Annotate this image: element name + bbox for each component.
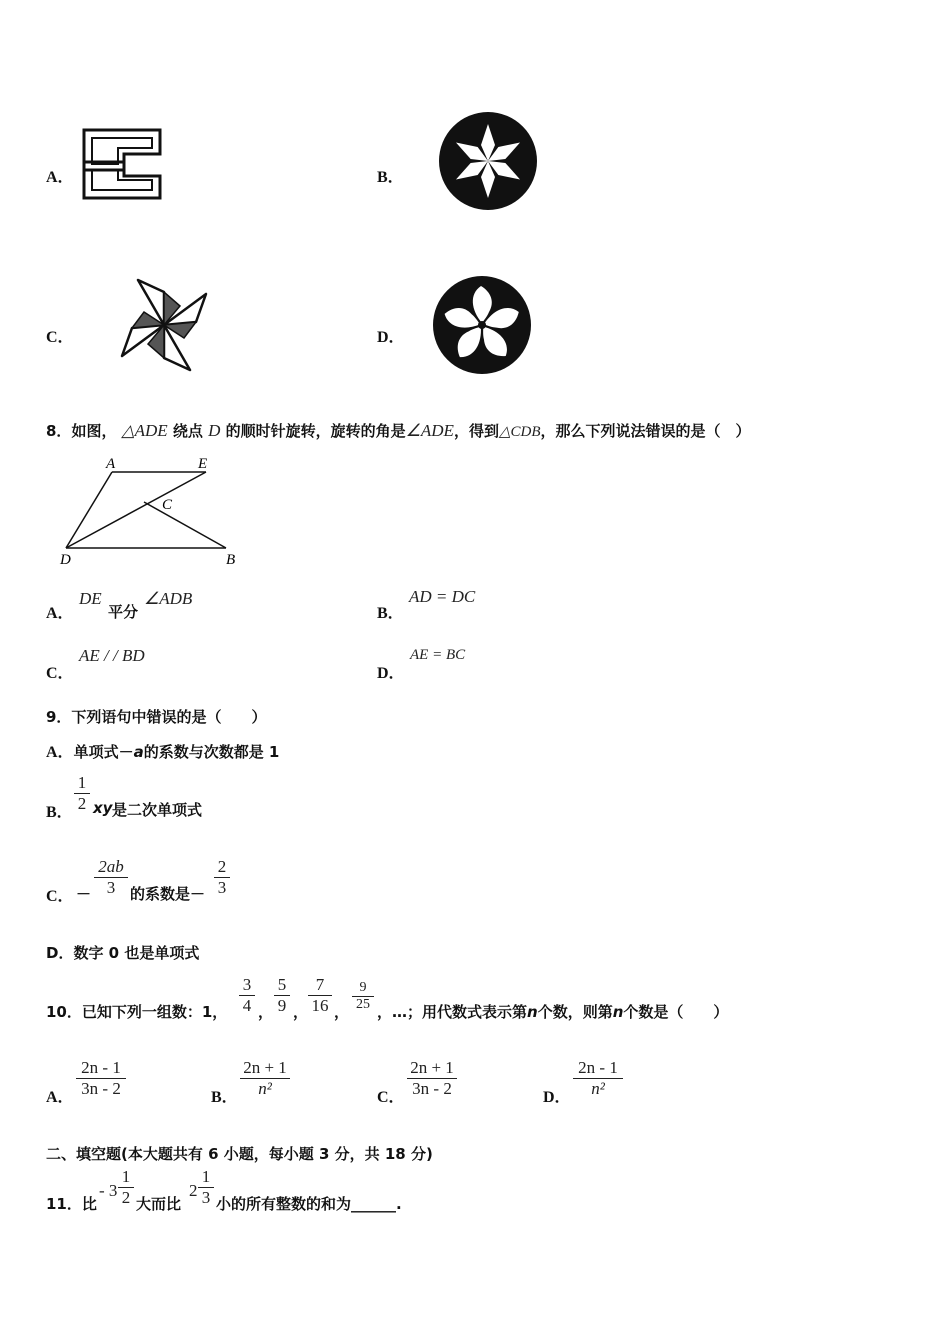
q8-text-1: 如图， <box>71 422 117 440</box>
label-a: A <box>106 456 116 472</box>
q10-option-d-fraction <box>573 1058 623 1099</box>
q8-math-triangle-cdb: △CDB <box>498 424 541 440</box>
q8-option-a-math-de: DE <box>79 589 102 608</box>
frac-numerator: 9 <box>359 980 367 995</box>
q10-stem-rest <box>377 1001 728 1022</box>
frac-numerator: 2n - 1 <box>81 1058 121 1077</box>
q8-option-b-math: AD = DC <box>409 587 476 606</box>
frac-numerator: 1 <box>77 773 87 792</box>
interlocking-rectangles-figure <box>78 126 164 202</box>
q8-text-4: ，得到 <box>453 422 499 440</box>
frac-denominator: 3 <box>106 878 116 897</box>
q9-option-c-coefficient-fraction <box>214 857 230 898</box>
q10-text-4: 个数是（ ） <box>623 1003 729 1021</box>
q10-var-n-2: n <box>612 1003 624 1021</box>
q10-fraction-2 <box>274 975 290 1016</box>
pinwheel-figure <box>118 276 210 374</box>
frac-numerator: 3 <box>242 975 252 994</box>
bauhinia-circle-figure <box>431 274 533 376</box>
frac-denominator: 2 <box>77 794 87 813</box>
q10-option-b-fraction <box>240 1058 290 1099</box>
q10-option-b-label: B． <box>211 1089 238 1106</box>
q9-option-c-fraction <box>94 857 128 898</box>
q9-option-a <box>46 739 279 762</box>
q8-math-triangle-ade: △ADE <box>121 421 168 440</box>
frac-numerator: 2n + 1 <box>410 1058 454 1077</box>
frac-numerator: 2ab <box>98 857 124 876</box>
q9-option-a-label: A． <box>46 744 74 761</box>
frac-numerator: 1 <box>201 1167 211 1186</box>
q9-option-b-label: B． <box>46 804 73 821</box>
frac-numerator: 2 <box>217 857 227 876</box>
q9-option-c-label: C． <box>46 888 74 905</box>
frac-denominator: 3n - 2 <box>412 1079 452 1098</box>
q7-option-b-label: B． <box>377 169 404 186</box>
q8-number: 8． <box>46 422 72 440</box>
q9-option-c-text: 的系数是－ <box>130 885 206 903</box>
q10-option-a-label: A． <box>46 1089 74 1106</box>
q7-option-c-label: C． <box>46 329 74 346</box>
q8-text-2: 绕点 <box>167 422 209 440</box>
q9-option-a-var: a <box>133 743 144 761</box>
q10-option-d-label: D． <box>543 1089 571 1106</box>
q8-text-3: 的顺时针旋转，旋转的角是 <box>220 422 406 440</box>
q10-fraction-4 <box>352 980 374 1013</box>
q7-option-a-label: A． <box>46 169 74 186</box>
q8-option-b-label: B． <box>377 605 404 622</box>
frac-denominator: 16 <box>311 996 329 1015</box>
q10-option-a-fraction <box>76 1058 126 1099</box>
q11-text-3: 小的所有整数的和为______. <box>216 1195 402 1213</box>
q9-stem: 9．下列语句中错误的是（ ） <box>46 708 267 726</box>
q9-option-a-text-2: 的系数与次数都是 1 <box>143 743 280 761</box>
frac-denominator: 3n - 2 <box>81 1079 121 1098</box>
q10-comma-3: ， <box>334 1003 350 1021</box>
q8-option-a-math-angle: ∠ADB <box>144 589 193 608</box>
frac-denominator: 2 <box>121 1188 131 1207</box>
q8-stem <box>46 420 751 441</box>
frac-denominator: 9 <box>277 996 287 1015</box>
q9-option-a-text-1: 单项式－ <box>73 743 134 761</box>
q9-option-b-var: xy <box>93 799 113 817</box>
q8-option-c-label: C． <box>46 665 74 682</box>
frac-denominator: 25 <box>356 997 370 1012</box>
frac-denominator: n² <box>591 1079 605 1098</box>
q10-text-1: 10．已知下列一组数：1， <box>46 1003 228 1021</box>
q8-option-c-math: AE / / BD <box>79 646 145 665</box>
q10-var-n-1: n <box>527 1003 538 1021</box>
q10-text-2: ，…；用代数式表示第 <box>377 1003 528 1021</box>
frac-denominator: 3 <box>201 1188 211 1207</box>
label-b: B <box>226 552 236 568</box>
section-2-heading: 二、填空题(本大题共有 6 小题，每小题 3 分，共 18 分) <box>46 1145 433 1163</box>
frac-numerator: 1 <box>121 1167 131 1186</box>
q11-mixed-2-fraction <box>198 1167 214 1208</box>
q10-comma-2: ， <box>293 1003 309 1021</box>
frac-numerator: 2n - 1 <box>578 1058 618 1077</box>
six-rhombus-circle-figure <box>437 110 539 212</box>
frac-denominator: 3 <box>217 878 227 897</box>
label-c: C <box>162 497 173 513</box>
q8-math-angle-ade: ∠ADE <box>405 421 454 440</box>
q11-text-2: 大而比 <box>136 1195 182 1213</box>
q10-comma-1: ， <box>258 1003 274 1021</box>
frac-numerator: 7 <box>315 975 325 994</box>
q10-option-c-label: C． <box>377 1089 405 1106</box>
q9-option-d: D．数字 0 也是单项式 <box>46 944 200 962</box>
q10-option-c-fraction <box>407 1058 457 1099</box>
q8-option-d-math: AE = BC <box>410 647 466 663</box>
q8-rotation-figure <box>56 452 246 572</box>
q11-mixed-1-whole: - 3 <box>99 1181 118 1200</box>
frac-denominator: n² <box>258 1079 272 1098</box>
q11-mixed-1-fraction <box>118 1167 134 1208</box>
q10-fraction-1 <box>239 975 255 1016</box>
q7-option-d-label: D． <box>377 329 405 346</box>
q10-text-3: 个数，则第 <box>537 1003 613 1021</box>
label-e: E <box>198 456 208 472</box>
q9-option-b-fraction <box>74 773 90 814</box>
q11-mixed-2-whole: 2 <box>189 1181 198 1200</box>
frac-numerator: 2n + 1 <box>243 1058 287 1077</box>
q8-text-5: ，那么下列说法错误的是（ ） <box>540 422 751 440</box>
label-d: D <box>60 552 71 568</box>
q8-option-a-text: 平分 <box>108 603 139 621</box>
q8-option-d-label: D． <box>377 665 405 682</box>
q8-math-point-d: D <box>208 421 221 440</box>
q11-text-1: 11．比 <box>46 1195 97 1213</box>
q9-option-b-text: 是二次单项式 <box>112 801 203 819</box>
q9-option-c-minus: － <box>76 885 92 903</box>
q8-option-a-label: A． <box>46 605 74 622</box>
q10-fraction-3 <box>308 975 332 1016</box>
frac-numerator: 5 <box>277 975 287 994</box>
frac-denominator: 4 <box>242 996 252 1015</box>
